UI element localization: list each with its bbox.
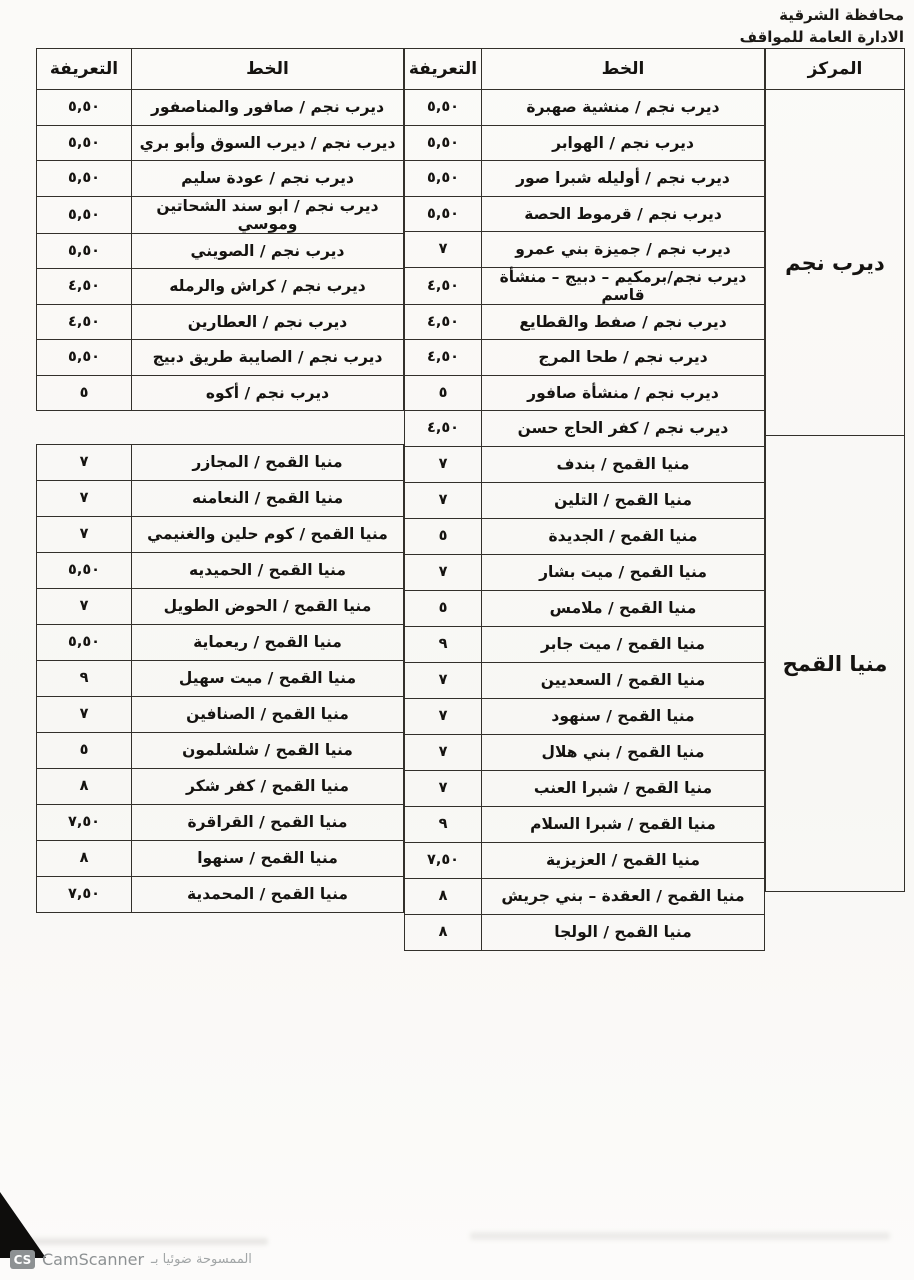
- route-cell: ديرب نجم / قرموط الحصة: [482, 196, 765, 232]
- governorate-title: محافظة الشرقية: [779, 6, 904, 24]
- table-row: [37, 804, 404, 840]
- table-row: [405, 196, 765, 232]
- tariff-cell: ٧,٥٠: [37, 804, 132, 840]
- table-row: [405, 304, 765, 340]
- scan-smudge: [470, 1232, 890, 1240]
- table-row: [405, 161, 765, 197]
- tariff-cell: ٧: [405, 446, 482, 482]
- table-row: [37, 876, 404, 912]
- route-cell: منيا القمح / المحمدية: [132, 876, 404, 912]
- table-row: [405, 626, 765, 662]
- tariff-cell: ٧: [405, 734, 482, 770]
- route-cell: منيا القمح / كوم حلين والغنيمي: [132, 516, 404, 552]
- tariff-cell: ٧: [405, 232, 482, 268]
- route-cell: منيا القمح / التلين: [482, 482, 765, 518]
- tariff-cell: ٤,٥٠: [405, 267, 482, 304]
- route-cell: ديرب نجم / أكوه: [132, 375, 404, 411]
- route-cell: منيا القمح / ميت بشار: [482, 554, 765, 590]
- route-cell: منيا القمح / شبرا العنب: [482, 770, 765, 806]
- tariff-cell: ٧: [37, 588, 132, 624]
- route-cell: منيا القمح / المجازر: [132, 444, 404, 480]
- table-row: [37, 340, 404, 376]
- tariff-cell: ٧: [405, 482, 482, 518]
- tariff-cell: ٥,٥٠: [405, 125, 482, 161]
- table-row: [37, 196, 404, 233]
- route-cell: ديرب نجم / كفر الحاج حسن: [482, 411, 765, 447]
- tariff-cell: ٥,٥٠: [37, 161, 132, 197]
- route-cell: منيا القمح / الصنافين: [132, 696, 404, 732]
- tariff-cell: ٨: [405, 878, 482, 914]
- tariff-cell: ٨: [405, 914, 482, 950]
- tariff-cell: ٥,٥٠: [37, 552, 132, 588]
- tariff-cell: ٩: [405, 806, 482, 842]
- table-row: [37, 624, 404, 660]
- tariff-cell: ٧,٥٠: [405, 842, 482, 878]
- tariff-cell: ٥,٥٠: [405, 161, 482, 197]
- route-cell: منيا القمح / كفر شكر: [132, 768, 404, 804]
- route-cell: ديرب نجم / جميزة بني عمرو: [482, 232, 765, 268]
- route-cell: ديرب نجم / صافور والمناصفور: [132, 90, 404, 126]
- route-cell: منيا القمح / ميت جابر: [482, 626, 765, 662]
- tariff-cell: ٤,٥٠: [37, 269, 132, 305]
- tariff-cell: ٥,٥٠: [37, 125, 132, 161]
- scanned-with-label: الممسوحة ضوئيا بـ: [151, 1252, 252, 1267]
- table-row: [37, 660, 404, 696]
- table-row: [37, 233, 404, 269]
- table-row: [405, 90, 765, 126]
- route-cell: ديرب نجم / الهوابر: [482, 125, 765, 161]
- route-cell: منيا القمح / العقدة – بني جريش: [482, 878, 765, 914]
- tariff-cell: ٧: [405, 554, 482, 590]
- right-line-tariff-table: [404, 48, 765, 951]
- tariff-cell: ٧,٥٠: [37, 876, 132, 912]
- document-header: [740, 5, 904, 49]
- tariff-cell: ٤,٥٠: [405, 411, 482, 447]
- left-line-tariff-table-section2: [36, 444, 404, 913]
- table-row: [37, 304, 404, 340]
- table-row: [405, 232, 765, 268]
- table-row: [405, 770, 765, 806]
- route-cell: منيا القمح / النعامنه: [132, 480, 404, 516]
- table-row: [405, 482, 765, 518]
- tariff-cell: ٧: [37, 516, 132, 552]
- table-row: [37, 840, 404, 876]
- camscanner-footer: [10, 1250, 252, 1269]
- route-cell: منيا القمح / شلشلمون: [132, 732, 404, 768]
- route-cell: منيا القمح / العزيزية: [482, 842, 765, 878]
- table-row: [405, 375, 765, 411]
- camscanner-brand: CamScanner: [42, 1250, 145, 1269]
- tariff-cell: ٩: [405, 626, 482, 662]
- tariff-cell: ٥,٥٠: [37, 624, 132, 660]
- table-row: [405, 878, 765, 914]
- tariff-header-right: التعريفة: [405, 49, 482, 90]
- tariff-cell: ٧: [37, 696, 132, 732]
- route-cell: ديرب نجم / طحا المرج: [482, 340, 765, 376]
- tariff-cell: ٥,٥٠: [37, 233, 132, 269]
- page-fold-artifact: [0, 1192, 46, 1258]
- tariff-cell: ٥,٥٠: [405, 196, 482, 232]
- tariff-cell: ٥: [405, 375, 482, 411]
- tariff-cell: ٥,٥٠: [37, 340, 132, 376]
- tariff-cell: ٨: [37, 768, 132, 804]
- center-cell-diyarb-najm: ديرب نجم: [766, 90, 905, 436]
- table-row: [405, 340, 765, 376]
- tariff-cell: ٤,٥٠: [405, 304, 482, 340]
- route-cell: منيا القمح / بني هلال: [482, 734, 765, 770]
- route-cell: منيا القمح / بندف: [482, 446, 765, 482]
- table-row: [37, 90, 404, 126]
- table-row: [37, 375, 404, 411]
- table-row: [37, 732, 404, 768]
- tariff-cell: ٥: [37, 375, 132, 411]
- table-row: [405, 267, 765, 304]
- scan-smudge: [28, 1238, 268, 1245]
- route-cell: ديرب نجم / الصايبة طريق دبيج: [132, 340, 404, 376]
- table-row: [405, 518, 765, 554]
- route-cell: منيا القمح / الحوض الطويل: [132, 588, 404, 624]
- route-cell: منيا القمح / شبرا السلام: [482, 806, 765, 842]
- route-cell: منيا القمح / الحميديه: [132, 552, 404, 588]
- route-cell: منيا القمح / سنهوا: [132, 840, 404, 876]
- camscanner-logo-icon: CS: [10, 1250, 35, 1269]
- route-cell: ديرب نجم / عودة سليم: [132, 161, 404, 197]
- table-gap: [36, 411, 404, 444]
- tariff-cell: ٩: [37, 660, 132, 696]
- route-cell: ديرب نجم / أوليله شبرا صور: [482, 161, 765, 197]
- route-cell: ديرب نجم / الصويني: [132, 233, 404, 269]
- tariff-cell: ٤,٥٠: [405, 340, 482, 376]
- route-cell: ديرب نجم / ابو سند الشحاتين وموسي: [132, 196, 404, 233]
- tariff-cell: ٥: [405, 590, 482, 626]
- table-row: [405, 914, 765, 950]
- line-header-left: الخط: [132, 49, 404, 90]
- route-cell: منيا القمح / سنهود: [482, 698, 765, 734]
- route-cell: ديرب نجم / ديرب السوق وأبو بري: [132, 125, 404, 161]
- table-row: [405, 554, 765, 590]
- tariff-cell: ٤,٥٠: [37, 304, 132, 340]
- table-row: [405, 411, 765, 447]
- table-row: [405, 842, 765, 878]
- table-row: [37, 516, 404, 552]
- route-cell: منيا القمح / السعديين: [482, 662, 765, 698]
- tariff-cell: ٧: [37, 480, 132, 516]
- route-cell: ديرب نجم / صفط والقطايع: [482, 304, 765, 340]
- table-row: [37, 444, 404, 480]
- tariff-cell: ٧: [405, 698, 482, 734]
- table-row: [405, 662, 765, 698]
- route-cell: منيا القمح / الولجا: [482, 914, 765, 950]
- tariff-cell: ٧: [405, 770, 482, 806]
- table-row: [405, 590, 765, 626]
- center-header: المركز: [766, 49, 905, 90]
- route-cell: منيا القمح / ريعماية: [132, 624, 404, 660]
- route-cell: ديرب نجم / العطارين: [132, 304, 404, 340]
- tariff-cell: ٨: [37, 840, 132, 876]
- route-cell: منيا القمح / الجديدة: [482, 518, 765, 554]
- table-row: [37, 125, 404, 161]
- tariff-header-left: التعريفة: [37, 49, 132, 90]
- route-cell: منيا القمح / ملامس: [482, 590, 765, 626]
- route-cell: ديرب نجم / كراش والرمله: [132, 269, 404, 305]
- table-row: [405, 125, 765, 161]
- center-column-table: [765, 48, 905, 892]
- table-row: [37, 696, 404, 732]
- administration-title: الادارة العامة للمواقف: [739, 27, 904, 46]
- tariff-table: [36, 48, 905, 951]
- table-row: [405, 734, 765, 770]
- table-row: [37, 552, 404, 588]
- tariff-cell: ٧: [405, 662, 482, 698]
- line-header-right: الخط: [482, 49, 765, 90]
- tariff-cell: ٥: [37, 732, 132, 768]
- tariff-cell: ٥,٥٠: [37, 196, 132, 233]
- tariff-cell: ٧: [37, 444, 132, 480]
- table-row: [37, 588, 404, 624]
- route-cell: ديرب نجم/برمكيم – دبيج – منشأة قاسم: [482, 267, 765, 304]
- route-cell: ديرب نجم / منشأة صافور: [482, 375, 765, 411]
- table-row: [405, 806, 765, 842]
- route-cell: منيا القمح / القراقرة: [132, 804, 404, 840]
- table-row: [37, 768, 404, 804]
- table-row: [37, 480, 404, 516]
- route-cell: منيا القمح / ميت سهيل: [132, 660, 404, 696]
- tariff-cell: ٥,٥٠: [37, 90, 132, 126]
- center-cell-minya-alqamh: منيا القمح: [766, 436, 905, 892]
- tariff-cell: ٥,٥٠: [405, 90, 482, 126]
- left-column-stack: [36, 48, 404, 913]
- tariff-cell: ٥: [405, 518, 482, 554]
- route-cell: ديرب نجم / منشية صهبرة: [482, 90, 765, 126]
- table-row: [37, 161, 404, 197]
- table-row: [405, 446, 765, 482]
- table-row: [37, 269, 404, 305]
- left-line-tariff-table-section1: [36, 48, 404, 411]
- table-row: [405, 698, 765, 734]
